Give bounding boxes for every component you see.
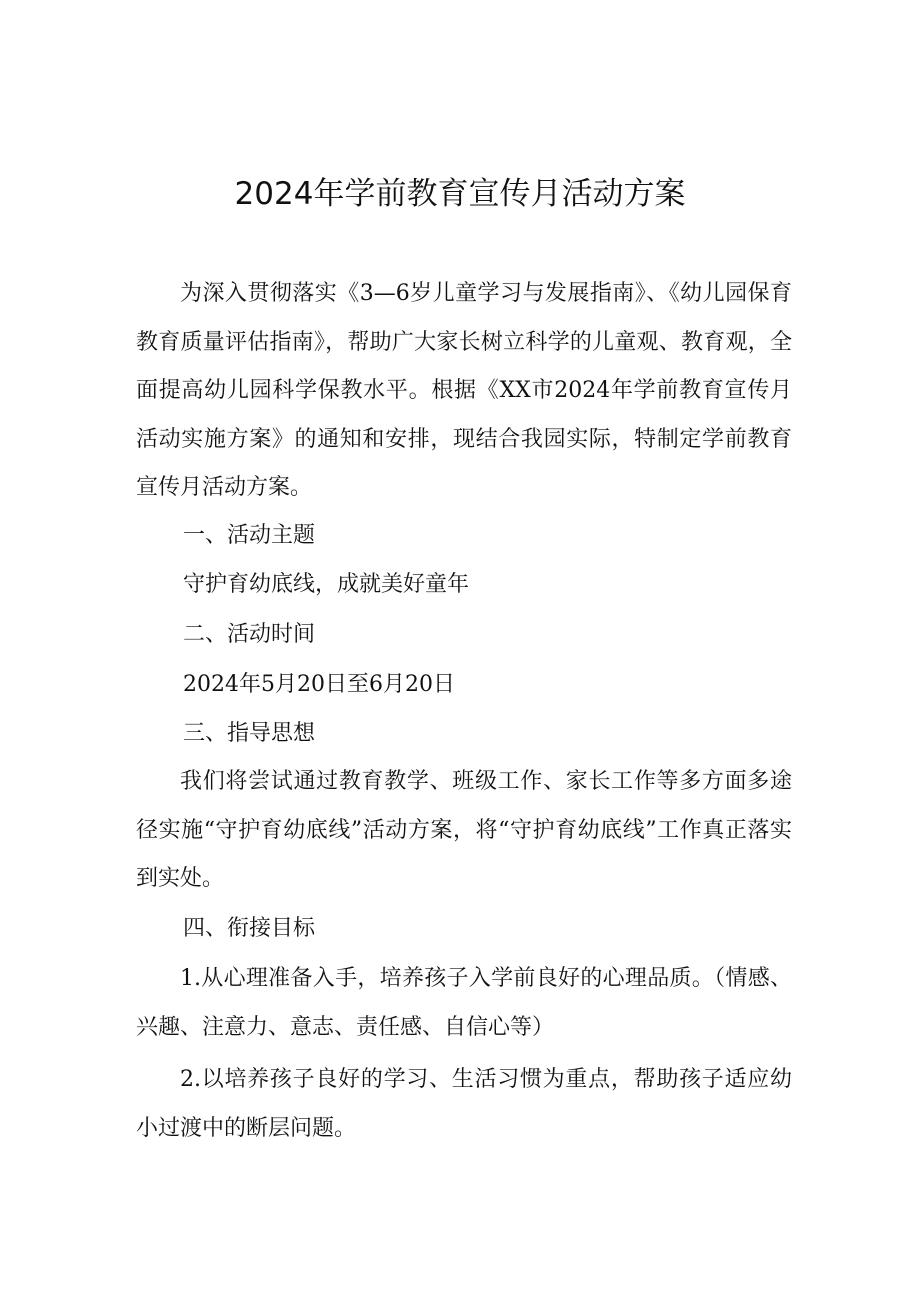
document-title: 2024年学前教育宣传月活动方案 [234,176,686,212]
section-heading-goals: 四、衔接目标 [183,916,316,941]
section-heading-time: 二、活动时间 [183,622,316,647]
section-body-theme: 守护育幼底线，成就美好童年 [183,572,470,597]
section-body-guiding: 我们将尝试通过教育教学、班级工作、家长工作等多方面多途径实施“守护育幼底线”活动方案，将“守护育幼底线”工作真正落实到实处。 [136,769,792,891]
section-body-time: 2024年5月20日至6月20日 [183,672,455,697]
section-heading-guiding: 三、指导思想 [183,721,316,746]
intro-paragraph: 为深入贯彻落实《3—6岁儿童学习与发展指南》、《幼儿园保育教育质量评估指南》，帮助广大家长树立科学的儿童观、教育观，全面提高幼儿园科学保教水平。根据《XX市2024年学前教育宣传月活动实施方案》的通知和安排，现结合我园实际，特制定学前教育宣传月活动方案。 [136,281,792,500]
goal-item-1: 1.从心理准备入手，培养孩子入学前良好的心理品质。（情感、兴趣、注意力、意志、责任感、自信心等） [136,966,792,1040]
section-heading-theme: 一、活动主题 [183,523,316,548]
goal-item-2: 2.以培养孩子良好的学习、生活习惯为重点，帮助孩子适应幼小过渡中的断层问题。 [136,1067,792,1141]
